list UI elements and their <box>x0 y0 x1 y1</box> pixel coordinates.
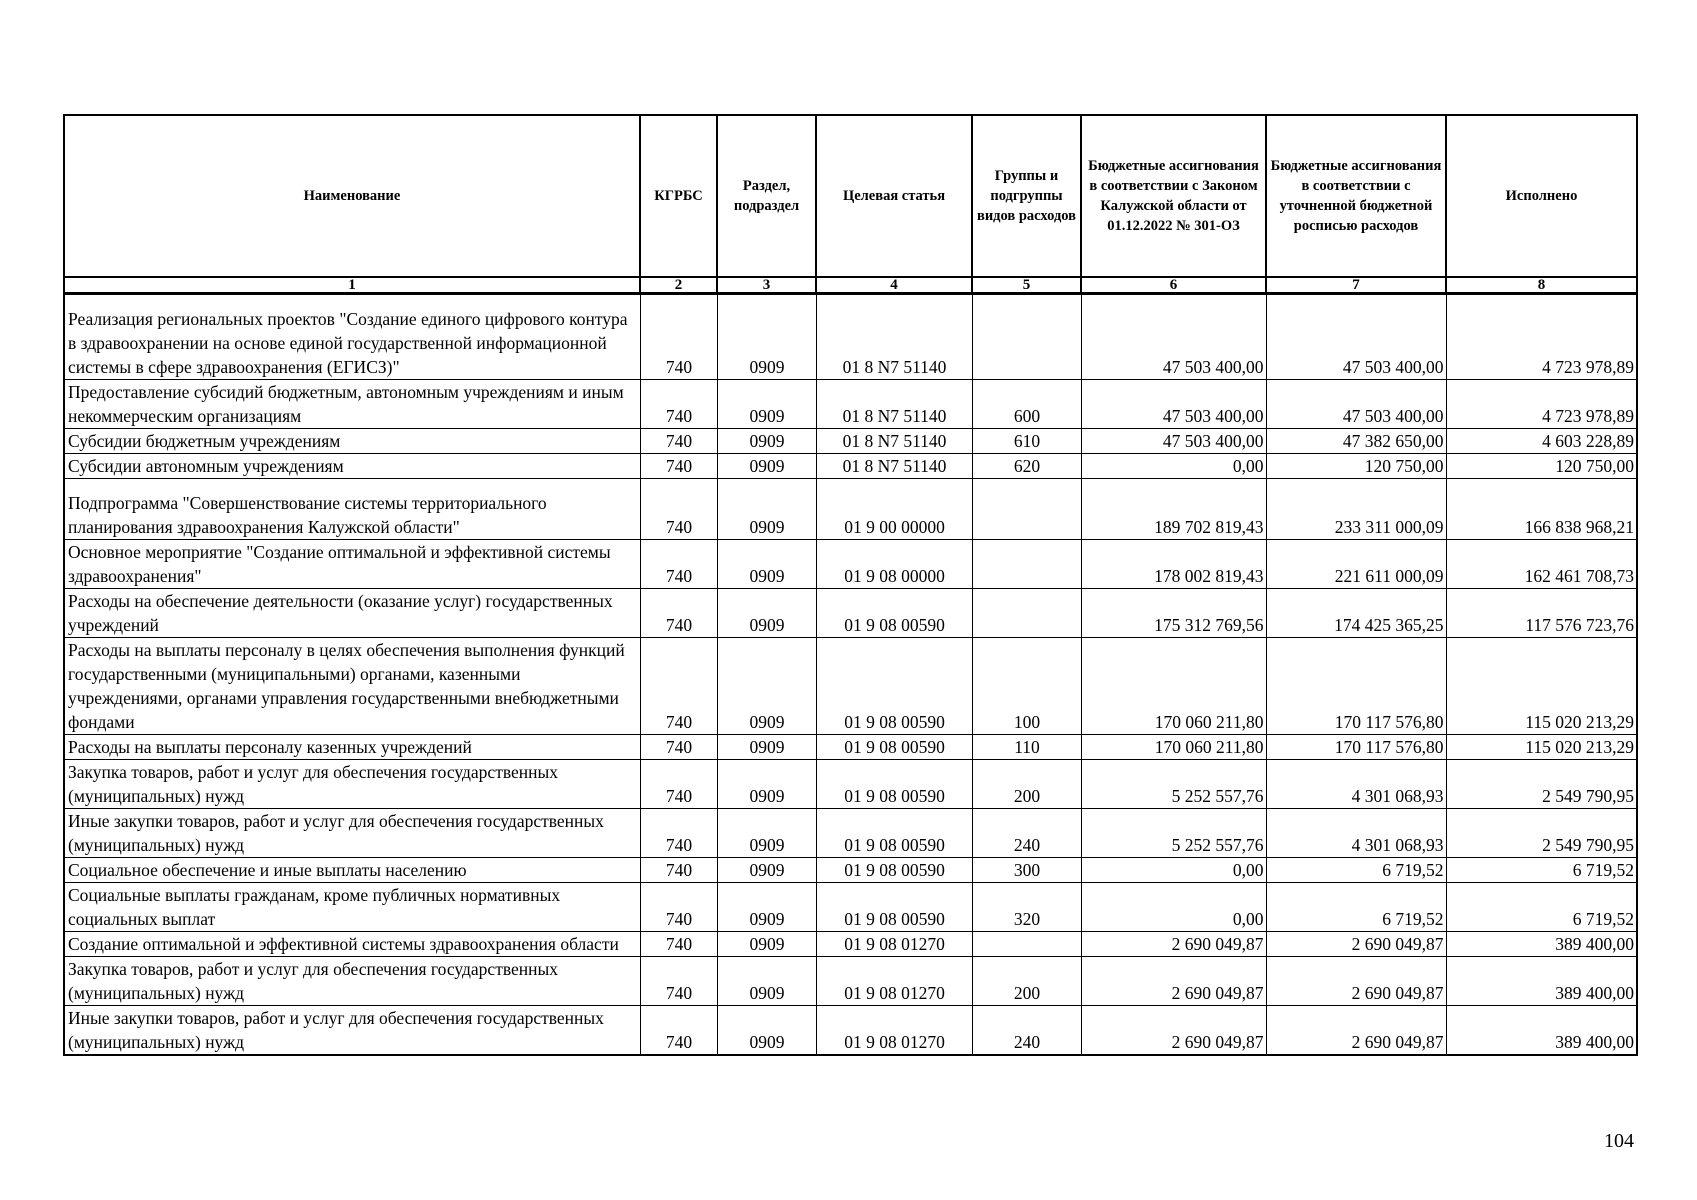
column-number: 6 <box>1081 277 1266 294</box>
table-row <box>64 638 1637 735</box>
column-numbers-row <box>64 277 1637 294</box>
cell-section: 0909 <box>717 932 816 957</box>
cell-refined-amount: 47 503 400,00 <box>1266 380 1446 429</box>
cell-expense-group: 320 <box>972 883 1081 932</box>
cell-kgrbs: 740 <box>640 735 717 760</box>
cell-executed-amount: 115 020 213,29 <box>1446 638 1637 735</box>
header-executed: Исполнено <box>1446 115 1637 277</box>
column-number: 1 <box>64 277 640 294</box>
table-row <box>64 883 1637 932</box>
cell-refined-amount: 47 382 650,00 <box>1266 429 1446 454</box>
cell-kgrbs: 740 <box>640 294 717 380</box>
cell-kgrbs: 740 <box>640 957 717 1006</box>
cell-refined-amount: 221 611 000,09 <box>1266 540 1446 589</box>
cell-executed-amount: 4 723 978,89 <box>1446 294 1637 380</box>
cell-target-article: 01 8 N7 51140 <box>816 294 972 380</box>
cell-executed-amount: 166 838 968,21 <box>1446 479 1637 540</box>
cell-refined-amount: 6 719,52 <box>1266 883 1446 932</box>
header-kgrbs: КГРБС <box>640 115 717 277</box>
cell-name: Создание оптимальной и эффективной системы здравоохранения области <box>64 932 640 957</box>
cell-kgrbs: 740 <box>640 809 717 858</box>
cell-executed-amount: 389 400,00 <box>1446 957 1637 1006</box>
cell-law-amount: 47 503 400,00 <box>1081 380 1266 429</box>
cell-name: Расходы на обеспечение деятельности (оказание услуг) государственных учреждений <box>64 589 640 638</box>
cell-refined-amount: 6 719,52 <box>1266 858 1446 883</box>
cell-name: Социальное обеспечение и иные выплаты населению <box>64 858 640 883</box>
cell-expense-group: 200 <box>972 760 1081 809</box>
cell-executed-amount: 117 576 723,76 <box>1446 589 1637 638</box>
table-row <box>64 540 1637 589</box>
cell-law-amount: 47 503 400,00 <box>1081 294 1266 380</box>
cell-law-amount: 178 002 819,43 <box>1081 540 1266 589</box>
table-row <box>64 380 1637 429</box>
cell-kgrbs: 740 <box>640 429 717 454</box>
header-target-article: Целевая статья <box>816 115 972 277</box>
column-number: 5 <box>972 277 1081 294</box>
cell-kgrbs: 740 <box>640 883 717 932</box>
cell-target-article: 01 9 08 01270 <box>816 957 972 1006</box>
cell-law-amount: 5 252 557,76 <box>1081 760 1266 809</box>
cell-expense-group: 610 <box>972 429 1081 454</box>
cell-refined-amount: 170 117 576,80 <box>1266 735 1446 760</box>
cell-name: Иные закупки товаров, работ и услуг для обеспечения государственных (муниципальных) нужд <box>64 809 640 858</box>
cell-target-article: 01 8 N7 51140 <box>816 454 972 479</box>
table-row <box>64 589 1637 638</box>
cell-name: Субсидии бюджетным учреждениям <box>64 429 640 454</box>
column-number: 8 <box>1446 277 1637 294</box>
header-name: Наименование <box>64 115 640 277</box>
column-number: 4 <box>816 277 972 294</box>
cell-executed-amount: 6 719,52 <box>1446 858 1637 883</box>
cell-section: 0909 <box>717 429 816 454</box>
cell-law-amount: 170 060 211,80 <box>1081 735 1266 760</box>
cell-executed-amount: 6 719,52 <box>1446 883 1637 932</box>
cell-section: 0909 <box>717 883 816 932</box>
cell-refined-amount: 120 750,00 <box>1266 454 1446 479</box>
header-law-allocations: Бюджетные ассигнования в соответствии с Законом Калужской области от 01.12.2022 № 301-ОЗ <box>1081 115 1266 277</box>
cell-law-amount: 2 690 049,87 <box>1081 932 1266 957</box>
cell-target-article: 01 9 08 00590 <box>816 809 972 858</box>
table-row <box>64 735 1637 760</box>
cell-kgrbs: 740 <box>640 540 717 589</box>
cell-executed-amount: 2 549 790,95 <box>1446 809 1637 858</box>
cell-expense-group: 200 <box>972 957 1081 1006</box>
cell-target-article: 01 9 08 00590 <box>816 638 972 735</box>
table-row <box>64 429 1637 454</box>
table-row <box>64 1006 1637 1056</box>
cell-kgrbs: 740 <box>640 589 717 638</box>
cell-section: 0909 <box>717 760 816 809</box>
cell-section: 0909 <box>717 1006 816 1056</box>
cell-refined-amount: 233 311 000,09 <box>1266 479 1446 540</box>
cell-law-amount: 0,00 <box>1081 454 1266 479</box>
cell-law-amount: 0,00 <box>1081 858 1266 883</box>
cell-executed-amount: 389 400,00 <box>1446 932 1637 957</box>
header-refined-allocations: Бюджетные ассигнования в соответствии с уточненной бюджетной росписью расходов <box>1266 115 1446 277</box>
cell-law-amount: 47 503 400,00 <box>1081 429 1266 454</box>
cell-section: 0909 <box>717 479 816 540</box>
cell-section: 0909 <box>717 638 816 735</box>
cell-kgrbs: 740 <box>640 858 717 883</box>
table-row <box>64 479 1637 540</box>
cell-expense-group <box>972 932 1081 957</box>
table-row <box>64 957 1637 1006</box>
cell-target-article: 01 9 08 01270 <box>816 932 972 957</box>
cell-law-amount: 2 690 049,87 <box>1081 1006 1266 1056</box>
cell-expense-group: 100 <box>972 638 1081 735</box>
cell-law-amount: 0,00 <box>1081 883 1266 932</box>
cell-refined-amount: 4 301 068,93 <box>1266 760 1446 809</box>
cell-expense-group: 620 <box>972 454 1081 479</box>
cell-name: Основное мероприятие "Создание оптимальной и эффективной системы здравоохранения" <box>64 540 640 589</box>
cell-law-amount: 189 702 819,43 <box>1081 479 1266 540</box>
cell-expense-group <box>972 294 1081 380</box>
cell-section: 0909 <box>717 809 816 858</box>
cell-expense-group <box>972 479 1081 540</box>
header-expense-group: Группы и подгруппы видов расходов <box>972 115 1081 277</box>
cell-law-amount: 2 690 049,87 <box>1081 957 1266 1006</box>
cell-section: 0909 <box>717 380 816 429</box>
cell-kgrbs: 740 <box>640 454 717 479</box>
cell-law-amount: 170 060 211,80 <box>1081 638 1266 735</box>
cell-expense-group: 600 <box>972 380 1081 429</box>
cell-refined-amount: 2 690 049,87 <box>1266 957 1446 1006</box>
cell-executed-amount: 2 549 790,95 <box>1446 760 1637 809</box>
table-row <box>64 858 1637 883</box>
cell-name: Расходы на выплаты персоналу в целях обеспечения выполнения функций государственными (муниципальными) органами, казенными учреждениями, органами управления государственными внебюджетными фондами <box>64 638 640 735</box>
column-number: 7 <box>1266 277 1446 294</box>
cell-executed-amount: 162 461 708,73 <box>1446 540 1637 589</box>
cell-executed-amount: 389 400,00 <box>1446 1006 1637 1056</box>
cell-kgrbs: 740 <box>640 638 717 735</box>
cell-target-article: 01 9 08 00590 <box>816 760 972 809</box>
cell-expense-group <box>972 589 1081 638</box>
cell-target-article: 01 9 00 00000 <box>816 479 972 540</box>
cell-refined-amount: 2 690 049,87 <box>1266 1006 1446 1056</box>
cell-target-article: 01 9 08 00590 <box>816 589 972 638</box>
column-number: 3 <box>717 277 816 294</box>
table-row <box>64 454 1637 479</box>
cell-kgrbs: 740 <box>640 1006 717 1056</box>
cell-target-article: 01 8 N7 51140 <box>816 380 972 429</box>
cell-target-article: 01 9 08 00590 <box>816 883 972 932</box>
cell-refined-amount: 170 117 576,80 <box>1266 638 1446 735</box>
cell-kgrbs: 740 <box>640 932 717 957</box>
cell-target-article: 01 8 N7 51140 <box>816 429 972 454</box>
cell-target-article: 01 9 08 00590 <box>816 735 972 760</box>
cell-section: 0909 <box>717 735 816 760</box>
cell-section: 0909 <box>717 540 816 589</box>
cell-refined-amount: 4 301 068,93 <box>1266 809 1446 858</box>
cell-refined-amount: 2 690 049,87 <box>1266 932 1446 957</box>
cell-name: Подпрограмма "Совершенствование системы территориального планирования здравоохранения Калужской области" <box>64 479 640 540</box>
cell-name: Предоставление субсидий бюджетным, автономным учреждениям и иным некоммерческим организациям <box>64 380 640 429</box>
cell-target-article: 01 9 08 01270 <box>816 1006 972 1056</box>
cell-kgrbs: 740 <box>640 380 717 429</box>
cell-executed-amount: 115 020 213,29 <box>1446 735 1637 760</box>
page-number: 104 <box>1604 1130 1634 1152</box>
column-number: 2 <box>640 277 717 294</box>
cell-executed-amount: 120 750,00 <box>1446 454 1637 479</box>
cell-section: 0909 <box>717 589 816 638</box>
cell-kgrbs: 740 <box>640 479 717 540</box>
cell-section: 0909 <box>717 858 816 883</box>
cell-target-article: 01 9 08 00590 <box>816 858 972 883</box>
cell-target-article: 01 9 08 00000 <box>816 540 972 589</box>
cell-name: Социальные выплаты гражданам, кроме публичных нормативных социальных выплат <box>64 883 640 932</box>
cell-expense-group <box>972 540 1081 589</box>
cell-refined-amount: 174 425 365,25 <box>1266 589 1446 638</box>
cell-expense-group: 240 <box>972 1006 1081 1056</box>
table-row <box>64 294 1637 380</box>
cell-name: Субсидии автономным учреждениям <box>64 454 640 479</box>
cell-name: Реализация региональных проектов "Создание единого цифрового контура в здравоохранении на основе единой государственной информационной системы в сфере здравоохранения (ЕГИСЗ)" <box>64 294 640 380</box>
header-section: Раздел, подраздел <box>717 115 816 277</box>
cell-section: 0909 <box>717 454 816 479</box>
cell-law-amount: 5 252 557,76 <box>1081 809 1266 858</box>
table-header-row <box>64 115 1637 277</box>
cell-refined-amount: 47 503 400,00 <box>1266 294 1446 380</box>
table-row <box>64 760 1637 809</box>
table-row <box>64 809 1637 858</box>
cell-name: Иные закупки товаров, работ и услуг для обеспечения государственных (муниципальных) нужд <box>64 1006 640 1056</box>
cell-executed-amount: 4 603 228,89 <box>1446 429 1637 454</box>
cell-expense-group: 300 <box>972 858 1081 883</box>
cell-executed-amount: 4 723 978,89 <box>1446 380 1637 429</box>
cell-kgrbs: 740 <box>640 760 717 809</box>
cell-expense-group: 110 <box>972 735 1081 760</box>
cell-expense-group: 240 <box>972 809 1081 858</box>
cell-name: Расходы на выплаты персоналу казенных учреждений <box>64 735 640 760</box>
cell-section: 0909 <box>717 294 816 380</box>
cell-section: 0909 <box>717 957 816 1006</box>
table-row <box>64 932 1637 957</box>
cell-law-amount: 175 312 769,56 <box>1081 589 1266 638</box>
budget-table <box>63 114 1638 1056</box>
cell-name: Закупка товаров, работ и услуг для обеспечения государственных (муниципальных) нужд <box>64 957 640 1006</box>
cell-name: Закупка товаров, работ и услуг для обеспечения государственных (муниципальных) нужд <box>64 760 640 809</box>
